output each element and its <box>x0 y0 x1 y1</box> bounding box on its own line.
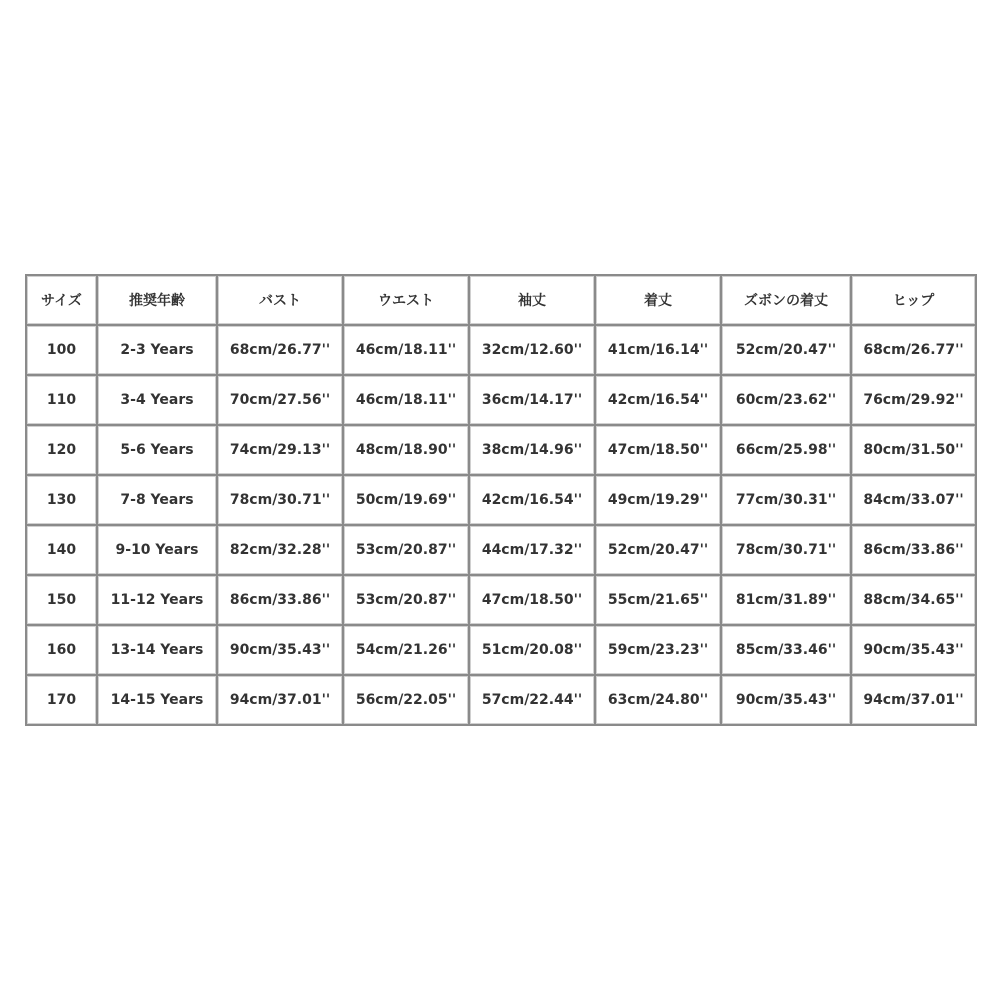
cell-length: 42cm/16.54'' <box>596 376 722 426</box>
header-body-length: 着丈 <box>596 276 722 326</box>
cell-waist: 54cm/21.26'' <box>344 626 470 676</box>
cell-bust: 68cm/26.77'' <box>218 326 344 376</box>
cell-waist: 50cm/19.69'' <box>344 476 470 526</box>
cell-age: 2-3 Years <box>98 326 218 376</box>
header-waist: ウエスト <box>344 276 470 326</box>
header-size: サイズ <box>27 276 98 326</box>
header-recommended-age: 推奨年齢 <box>98 276 218 326</box>
cell-waist: 48cm/18.90'' <box>344 426 470 476</box>
table-row <box>27 626 977 676</box>
cell-length: 41cm/16.14'' <box>596 326 722 376</box>
cell-sleeve: 32cm/12.60'' <box>470 326 596 376</box>
cell-hip: 68cm/26.77'' <box>852 326 977 376</box>
size-chart-table <box>25 274 977 726</box>
cell-size: 170 <box>27 676 98 726</box>
cell-size: 140 <box>27 526 98 576</box>
cell-sleeve: 57cm/22.44'' <box>470 676 596 726</box>
cell-waist: 46cm/18.11'' <box>344 376 470 426</box>
cell-bust: 94cm/37.01'' <box>218 676 344 726</box>
cell-age: 11-12 Years <box>98 576 218 626</box>
cell-pants-length: 78cm/30.71'' <box>722 526 852 576</box>
cell-sleeve: 36cm/14.17'' <box>470 376 596 426</box>
cell-pants-length: 66cm/25.98'' <box>722 426 852 476</box>
cell-bust: 70cm/27.56'' <box>218 376 344 426</box>
cell-waist: 46cm/18.11'' <box>344 326 470 376</box>
cell-sleeve: 38cm/14.96'' <box>470 426 596 476</box>
cell-bust: 78cm/30.71'' <box>218 476 344 526</box>
table-row <box>27 426 977 476</box>
cell-pants-length: 81cm/31.89'' <box>722 576 852 626</box>
cell-size: 120 <box>27 426 98 476</box>
cell-waist: 53cm/20.87'' <box>344 576 470 626</box>
cell-pants-length: 60cm/23.62'' <box>722 376 852 426</box>
cell-hip: 86cm/33.86'' <box>852 526 977 576</box>
cell-size: 100 <box>27 326 98 376</box>
header-pants-length: ズボンの着丈 <box>722 276 852 326</box>
cell-age: 7-8 Years <box>98 476 218 526</box>
cell-age: 3-4 Years <box>98 376 218 426</box>
cell-bust: 90cm/35.43'' <box>218 626 344 676</box>
cell-length: 49cm/19.29'' <box>596 476 722 526</box>
cell-age: 14-15 Years <box>98 676 218 726</box>
cell-pants-length: 52cm/20.47'' <box>722 326 852 376</box>
header-row <box>27 276 977 326</box>
header-bust: バスト <box>218 276 344 326</box>
table-row <box>27 676 977 726</box>
header-sleeve-length: 袖丈 <box>470 276 596 326</box>
cell-bust: 74cm/29.13'' <box>218 426 344 476</box>
cell-hip: 80cm/31.50'' <box>852 426 977 476</box>
cell-sleeve: 51cm/20.08'' <box>470 626 596 676</box>
header-hip: ヒップ <box>852 276 977 326</box>
cell-bust: 86cm/33.86'' <box>218 576 344 626</box>
cell-pants-length: 90cm/35.43'' <box>722 676 852 726</box>
cell-size: 110 <box>27 376 98 426</box>
cell-sleeve: 47cm/18.50'' <box>470 576 596 626</box>
cell-age: 13-14 Years <box>98 626 218 676</box>
cell-size: 150 <box>27 576 98 626</box>
cell-age: 5-6 Years <box>98 426 218 476</box>
cell-pants-length: 85cm/33.46'' <box>722 626 852 676</box>
table-row <box>27 476 977 526</box>
cell-length: 47cm/18.50'' <box>596 426 722 476</box>
cell-hip: 84cm/33.07'' <box>852 476 977 526</box>
cell-length: 55cm/21.65'' <box>596 576 722 626</box>
cell-size: 130 <box>27 476 98 526</box>
cell-age: 9-10 Years <box>98 526 218 576</box>
table-row <box>27 326 977 376</box>
cell-sleeve: 44cm/17.32'' <box>470 526 596 576</box>
cell-length: 59cm/23.23'' <box>596 626 722 676</box>
cell-hip: 90cm/35.43'' <box>852 626 977 676</box>
cell-pants-length: 77cm/30.31'' <box>722 476 852 526</box>
table-row <box>27 376 977 426</box>
cell-hip: 94cm/37.01'' <box>852 676 977 726</box>
cell-size: 160 <box>27 626 98 676</box>
cell-waist: 56cm/22.05'' <box>344 676 470 726</box>
cell-length: 63cm/24.80'' <box>596 676 722 726</box>
cell-hip: 76cm/29.92'' <box>852 376 977 426</box>
cell-bust: 82cm/32.28'' <box>218 526 344 576</box>
table-row <box>27 576 977 626</box>
cell-sleeve: 42cm/16.54'' <box>470 476 596 526</box>
cell-hip: 88cm/34.65'' <box>852 576 977 626</box>
cell-length: 52cm/20.47'' <box>596 526 722 576</box>
cell-waist: 53cm/20.87'' <box>344 526 470 576</box>
table-row <box>27 526 977 576</box>
